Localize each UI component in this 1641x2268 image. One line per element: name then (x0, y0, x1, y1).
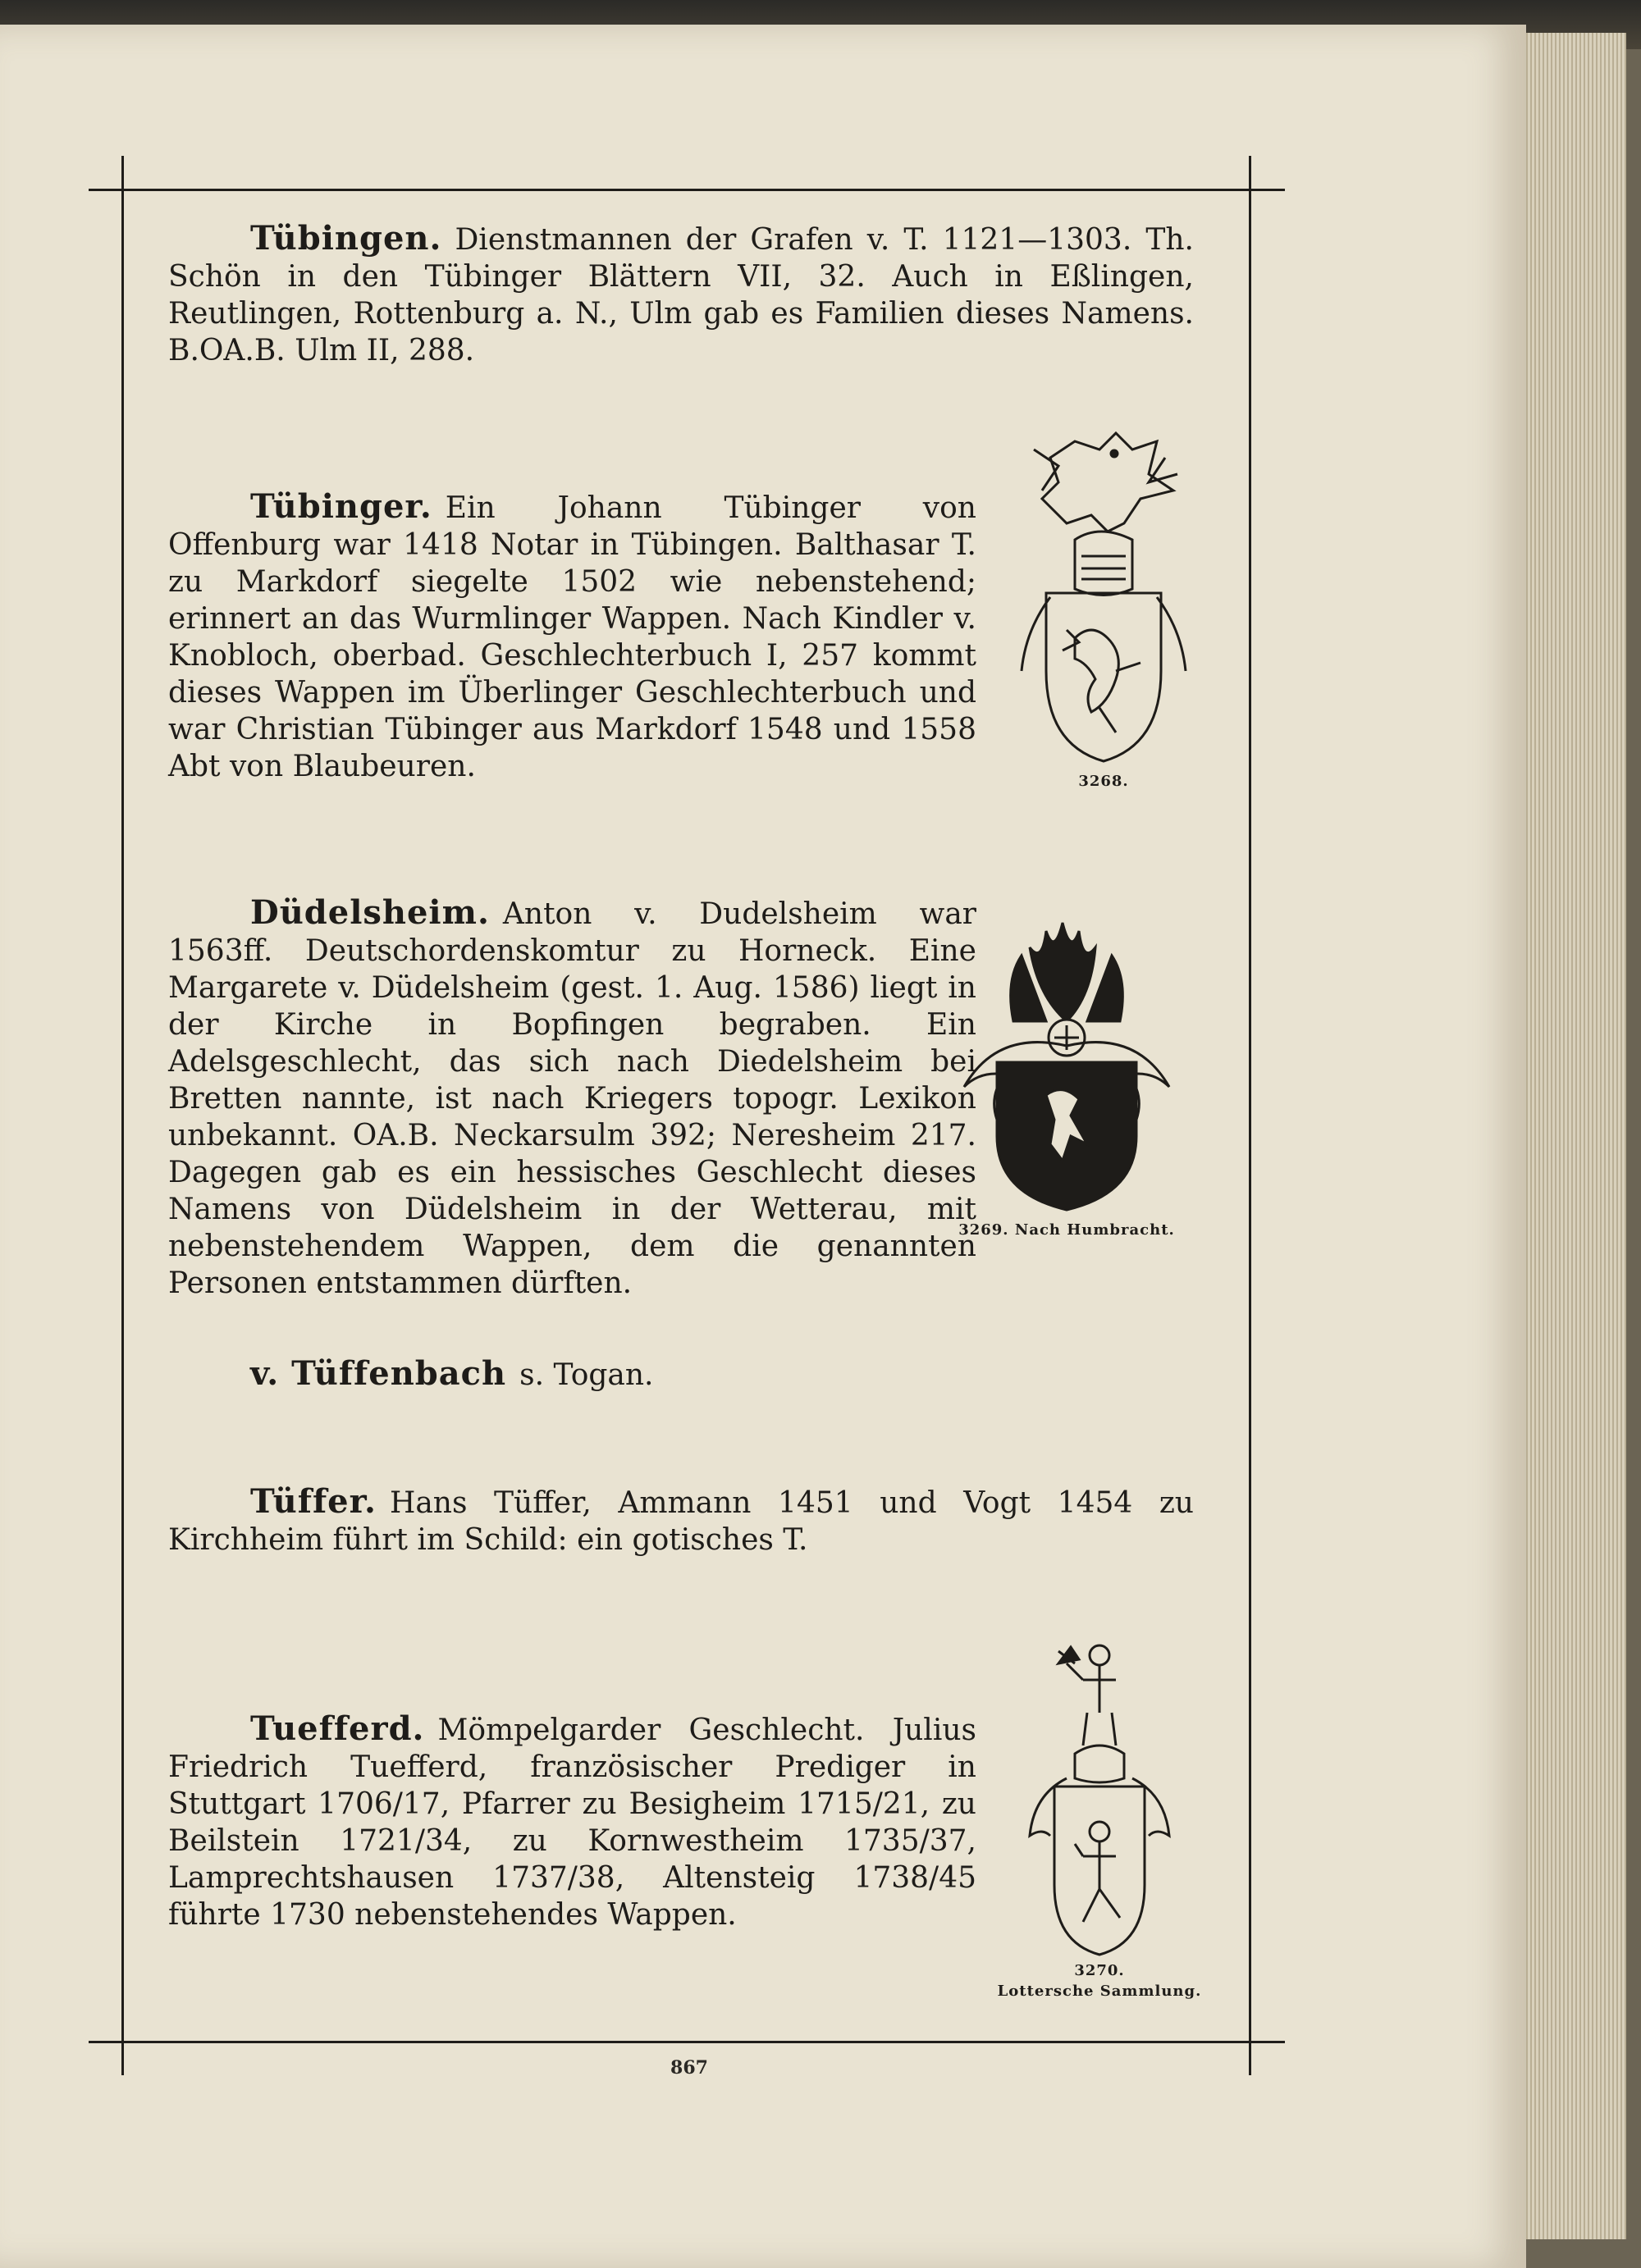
entry-heading: Düdelsheim. (250, 893, 490, 932)
crest-number: 3270. (1074, 1962, 1125, 1979)
entry-heading: Tübingen. (250, 219, 442, 258)
entry-tueffer (168, 1483, 1194, 1558)
frame-rule-left (121, 156, 124, 2075)
entry-text: s. Togan. (519, 1358, 654, 1392)
entry-heading: Tuefferd. (250, 1709, 425, 1748)
crest-number: 3269. Nach Humbracht. (958, 1221, 1175, 1239)
entry-text: Anton v. Dudelsheim war 1563ff. Deutschordenskomtur zu Horneck. Eine Margarete v. Düdelsheim (gest. 1. Aug. 1586) liegt in der Kirche in Bopfingen begraben. Ein Adelsgeschlecht, das sich nach Diedelsheim bei Bretten nannte, ist nach Kriegers topogr. Lexikon unbekannt. OA.B. Neckarsulm 392; Neresheim 217. Dagegen gab es ein hessisches Geschlecht dieses Namens von Düdelsheim in der Wetterau, mit nebenstehendem Wappen, dem die genannten Personen entstammen dürften. (168, 897, 976, 1300)
frame-rule-top (89, 189, 1285, 191)
frame-rule-bottom (89, 2041, 1285, 2043)
entry-text: Hans Tüffer, Ammann 1451 und Vogt 1454 zu Kirchheim führt im Schild: ein gotisches T. (168, 1486, 1194, 1557)
entry-heading: v. Tüffenbach (250, 1354, 507, 1393)
entry-tuebinger (168, 488, 976, 785)
crest-3268 (1013, 425, 1194, 790)
entry-text: Ein Johann Tübinger von Offenburg war 1418 Notar in Tübingen. Balthasar T. zu Markdorf siegelte 1502 wie nebenstehend; erinnert an das Wurmlinger Wappen. Nach Kindler v. Knobloch, oberbad. Geschlechterbuch I, 257 kommt dieses Wappen im Überlinger Geschlechterbuch und war Christian Tübinger aus Markdorf 1548 und 1558 Abt von Blaubeuren. (168, 491, 976, 783)
entry-heading: Tüffer. (250, 1482, 377, 1521)
crest-source: Lottersche Sammlung. (997, 1983, 1202, 2000)
entry-tuefferd (168, 1710, 976, 1933)
page-number: 867 (670, 2057, 708, 2079)
crest-3269 (944, 898, 1190, 1239)
frame-rule-right (1249, 156, 1251, 2075)
entry-tueffenbach (168, 1355, 1194, 1394)
crest-source: Nach Humbracht. (1014, 1221, 1175, 1239)
dragon-crest-image (1017, 425, 1190, 769)
entry-text: Mömpelgarder Geschlecht. Julius Friedrich Tuefferd, französischer Prediger in Stuttgart 1706/17, Pfarrer zu Besigheim 1715/21, zu Beilstein 1721/34, zu Kornwestheim 1735/37, Lamprechtshausen 1737/38, Altensteig 1738/45 führte 1730 nebenstehendes Wappen. (168, 1714, 976, 1932)
eagle-crest-image (948, 898, 1186, 1218)
entry-heading: Tübinger. (250, 487, 432, 526)
crest-3270 (993, 1639, 1206, 2000)
crest-number: 3268. (1078, 773, 1129, 790)
entry-duedelsheim (168, 894, 976, 1302)
entry-tuebingen (168, 220, 1194, 369)
entry-text: Dienstmannen der Grafen v. T. 1121—1303. Th. Schön in den Tübinger Blättern VII, 32. Auch in Eßlingen, Reutlingen, Rottenburg a. N., Ulm gab es Familien dieses Namens. B.OA.B. Ulm II, 288. (168, 223, 1194, 367)
figure-crest-image (1017, 1639, 1182, 1959)
